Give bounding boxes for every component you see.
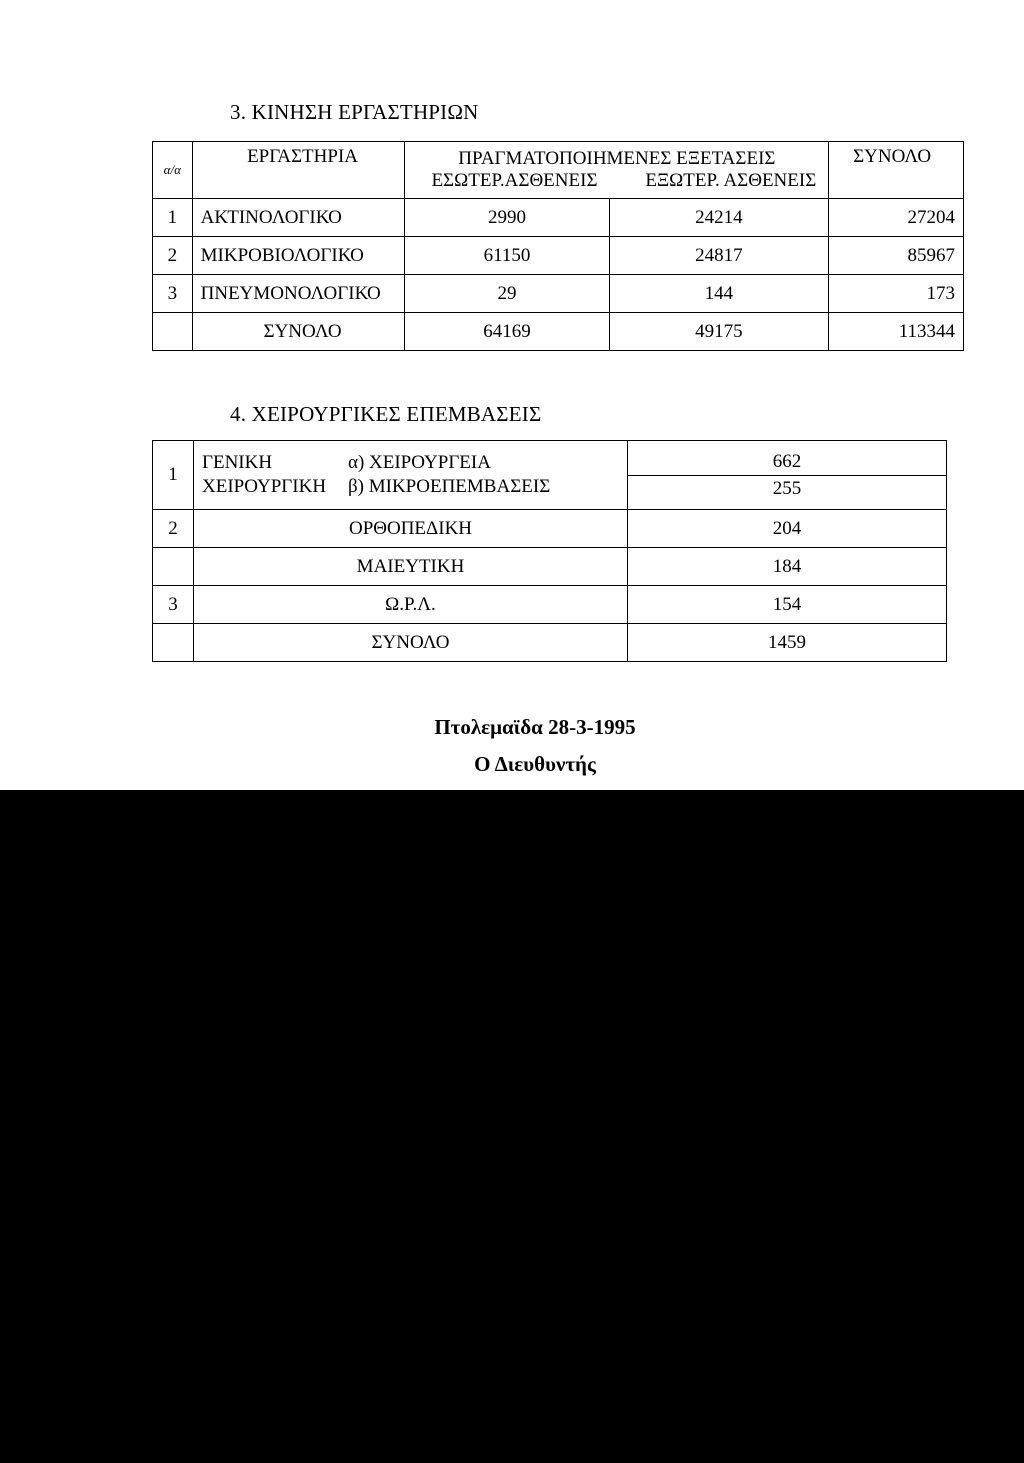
row-label: ΟΡΘΟΠΕΔΙΚΗ: [194, 510, 628, 548]
totals-outpatients: 49175: [609, 313, 829, 351]
totals-inpatients: 64169: [405, 313, 609, 351]
header-total: ΣΥΝΟΛΟ: [829, 142, 964, 199]
header-labs: ΕΡΓΑΣΤΗΡΙΑ: [192, 142, 405, 199]
scan-black-area: [0, 790, 1024, 1463]
header-performed-title: ΠΡΑΓΜΑΤΟΠΟΙΗΜΕΝΕΣ ΕΞΕΤΑΣΕΙΣ: [458, 148, 776, 169]
table-row: [153, 548, 947, 586]
table-row: [153, 441, 947, 510]
general-value-2: 255: [772, 477, 802, 499]
row-num: 3: [153, 586, 194, 624]
table-row: [153, 237, 964, 275]
header-outpatients: ΕΞΩΤΕΡ. ΑΣΘΕΝΕΙΣ: [645, 170, 817, 191]
totals-label: ΣΥΝΟΛΟ: [194, 624, 628, 662]
row-inpatients: 61150: [405, 237, 609, 275]
row-outpatients: 24214: [609, 199, 829, 237]
row-num: 2: [153, 237, 193, 275]
row-inpatients: 29: [405, 275, 609, 313]
row-outpatients: 24817: [609, 237, 829, 275]
row-value: 154: [628, 586, 947, 624]
place-date: Πτολεμαϊδα 28-3-1995: [434, 715, 636, 739]
general-line2-right: β) ΜΙΚΡΟΕΠΕΜΒΑΣΕΙΣ: [348, 476, 551, 497]
row-num: 1: [153, 441, 194, 510]
row-outpatients: 144: [609, 275, 829, 313]
header-performed-sub: [405, 170, 828, 192]
general-surgery-desc: [194, 441, 628, 510]
general-values: [628, 441, 947, 510]
general-value-1: 662: [628, 449, 946, 476]
header-performed: [405, 142, 829, 199]
row-total: 27204: [829, 199, 964, 237]
totals-row: [153, 313, 964, 351]
totals-label: ΣΥΝΟΛΟ: [192, 313, 405, 351]
row-total: 85967: [829, 237, 964, 275]
section-4-title: 4. ΧΕΙΡΟΥΡΓΙΚΕΣ ΕΠΕΜΒΑΣΕΙΣ: [230, 402, 542, 426]
totals-row: [153, 624, 947, 662]
table-row: [153, 275, 964, 313]
table-row: [153, 199, 964, 237]
row-inpatients: 2990: [405, 199, 609, 237]
row-lab-name: ΑΚΤΙΝΟΛΟΓΙΚΟ: [192, 199, 405, 237]
surgery-table: [152, 440, 947, 662]
row-num: 2: [153, 510, 194, 548]
signature-title: Ο Διευθυντής: [474, 752, 596, 776]
row-value: 204: [628, 510, 947, 548]
row-num: 3: [153, 275, 193, 313]
table-row: [153, 586, 947, 624]
lab-activity-table: [152, 141, 964, 351]
header-inpatients: ΕΣΩΤΕΡ.ΑΣΘΕΝΕΙΣ: [431, 170, 598, 191]
table-row: [153, 510, 947, 548]
row-num: 1: [153, 199, 193, 237]
row-label: ΜΑΙΕΥΤΙΚΗ: [194, 548, 628, 586]
section-3-title: 3. ΚΙΝΗΣΗ ΕΡΓΑΣΤΗΡΙΩΝ: [230, 100, 479, 124]
general-line2-left: ΧΕΙΡΟΥΡΓΙΚΗ: [202, 476, 327, 497]
row-total: 173: [829, 275, 964, 313]
row-value: 184: [628, 548, 947, 586]
totals-num: [153, 313, 193, 351]
table-header-row: [153, 142, 964, 199]
row-lab-name: ΠΝΕΥΜΟΝΟΛΟΓΙΚΟ: [192, 275, 405, 313]
general-line1-left: ΓΕΝΙΚΗ: [202, 452, 273, 473]
general-line1-right: α) ΧΕΙΡΟΥΡΓΕΙΑ: [348, 452, 491, 473]
totals-value: 1459: [628, 624, 947, 662]
row-num: [153, 548, 194, 586]
row-label: Ω.Ρ.Λ.: [194, 586, 628, 624]
totals-total: 113344: [829, 313, 964, 351]
row-lab-name: ΜΙΚΡΟΒΙΟΛΟΓΙΚΟ: [192, 237, 405, 275]
header-aa: α/α: [153, 142, 193, 199]
totals-num: [153, 624, 194, 662]
